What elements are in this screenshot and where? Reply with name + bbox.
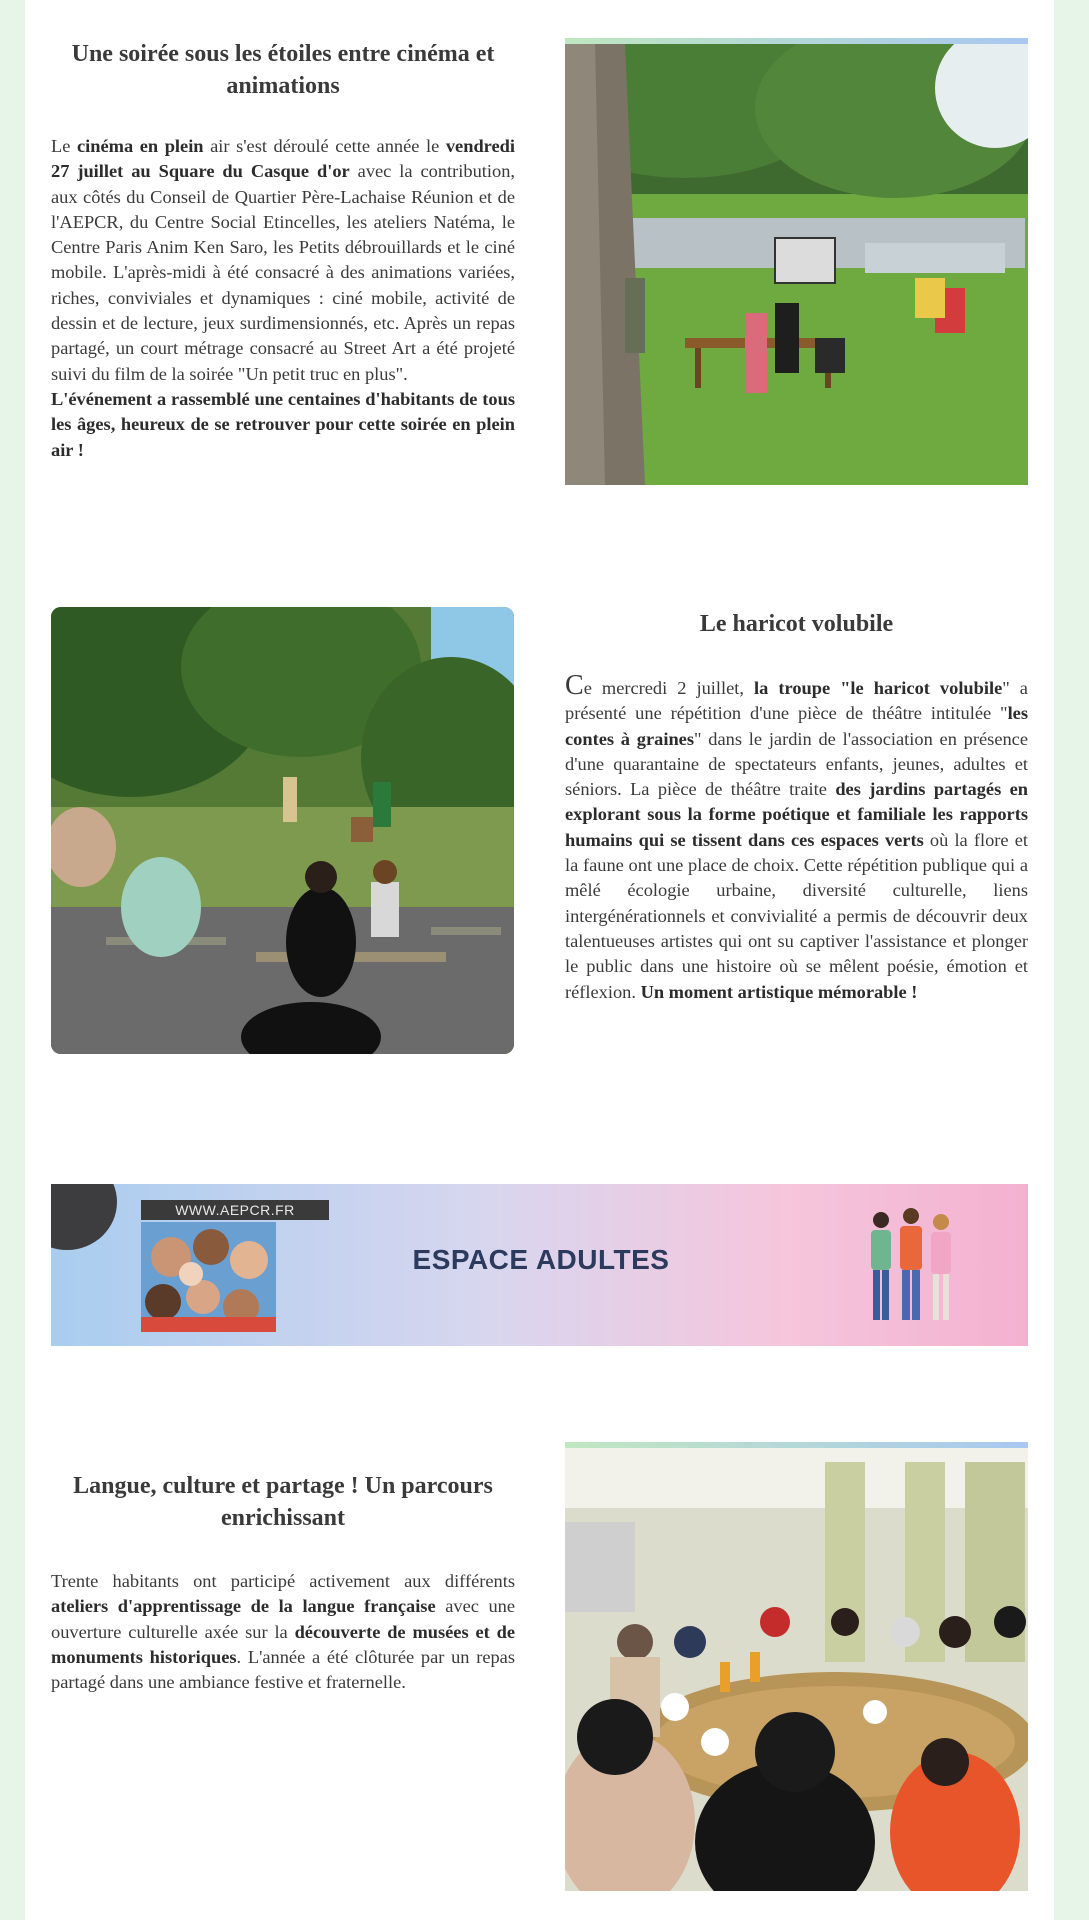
text-run: avec une ouverture culturelle axée sur la xyxy=(51,1596,516,1642)
section-cinema-highlight xyxy=(51,387,515,463)
text-run: . L'année a été clôturée par un repas partagé dans une ambiance festive et fraternelle. xyxy=(51,1646,515,1693)
bold-text-run: vendredi 27 juillet au Square du Casque d'or xyxy=(51,136,516,182)
shared-meal-photo-svg xyxy=(565,1442,1028,1891)
bold-text-run: les contes à graines xyxy=(565,703,1028,749)
banner-circle-decoration xyxy=(51,1184,117,1250)
text-run: " a présenté une répétition d'une pièce de théâtre intitulée " xyxy=(565,678,1028,724)
section-haricot-text xyxy=(565,670,1029,1005)
newsletter-page xyxy=(25,0,1054,1920)
section-langue-text xyxy=(51,1569,515,1695)
section-haricot-paragraph xyxy=(565,670,1029,1005)
bold-text-run: Un moment artistique mémorable ! xyxy=(640,981,918,1002)
outdoor-games-photo xyxy=(565,38,1028,485)
three-people-svg xyxy=(861,1206,961,1336)
bold-text-run: ateliers d'apprentissage de la langue française xyxy=(51,1596,436,1617)
photo-top-bar xyxy=(565,38,1028,44)
garden-theatre-photo xyxy=(51,607,514,1054)
outdoor-games-photo-svg xyxy=(565,38,1028,485)
section-haricot-title: Le haricot volubile xyxy=(699,611,894,637)
bold-text-run: cinéma en plein xyxy=(76,136,204,156)
banner-title: ESPACE ADULTES xyxy=(412,1244,670,1275)
section-cinema-paragraph xyxy=(51,134,515,387)
three-people-illustration xyxy=(861,1206,961,1336)
text-run: e mercredi 2 juillet, xyxy=(583,678,755,698)
bold-text-run: la troupe "le haricot volubile xyxy=(754,678,1003,698)
text-run: air s'est déroulé cette année le xyxy=(203,136,446,156)
section-cinema-highlight-text: L'événement a rassemblé une centaines d'habitants de tous les âges, heureux de se retrouver pour cette soirée en plein air ! xyxy=(51,388,515,460)
section-haricot-body xyxy=(565,678,1028,1002)
section-cinema-title: Une soirée sous les étoiles entre cinéma et animations xyxy=(71,41,495,99)
group-selfie-photo-svg xyxy=(141,1222,276,1332)
text-run: " dans le jardin de l'association en présence d'une quarantaine de spectateurs enfants, jeunes, adultes et séniors. La pièce de théâtre traite xyxy=(565,728,1028,800)
text-run: Le xyxy=(51,136,77,156)
bold-text-run: découverte de musées et de monuments historiques xyxy=(51,1621,516,1667)
shared-meal-photo xyxy=(565,1442,1028,1891)
bold-text-run: des jardins partagés en explorant sous la forme poétique et familiale les rapports humains qui se tissent dans ces espaces verts xyxy=(565,779,1029,850)
banner-url: WWW.AEPCR.FR xyxy=(141,1200,329,1220)
section-cinema-text xyxy=(51,134,515,463)
text-run: où la flore et la faune ont une place de choix. Cette répétition publique qui a mêlé écologie urbaine, diversité culturelle, liens intergénérationnels et convivialité a permis de découvrir deux talentueuses artistes qui ont su captiver l'assistance et plonger le public dans une histoire où se mêlent poésie, émotion et réflexion. xyxy=(565,829,1029,1002)
dropcap: C xyxy=(565,670,584,701)
group-selfie-photo xyxy=(141,1222,276,1332)
text-run: Trente habitants ont participé activement aux différents xyxy=(51,1571,515,1591)
section-langue-title: Langue, culture et partage ! Un parcours enrichissant xyxy=(73,1473,493,1531)
garden-theatre-photo-svg xyxy=(51,607,514,1054)
section-langue-paragraph xyxy=(51,1569,515,1695)
photo-top-bar xyxy=(565,1442,1028,1448)
text-run: avec la contribution, aux côtés du Conseil de Quartier Père-Lachaise Réunion et de l'AEPCR, du Centre Social Etincelles, les ateliers Natéma, le Centre Paris Anim Ken Saro, les Petits débrouillards et le ciné mobile. L'après-midi à été consacré à des animations variées, riches, conviviales et dynamiques : ciné mobile, activité de dessin et de lecture, jeux surdimensionnés, etc. Après un repas partagé, un court métrage consacré au Street Art a été projeté suivi du film de la soirée "Un petit truc en plus". xyxy=(51,161,515,384)
espace-adultes-banner xyxy=(51,1184,1028,1346)
